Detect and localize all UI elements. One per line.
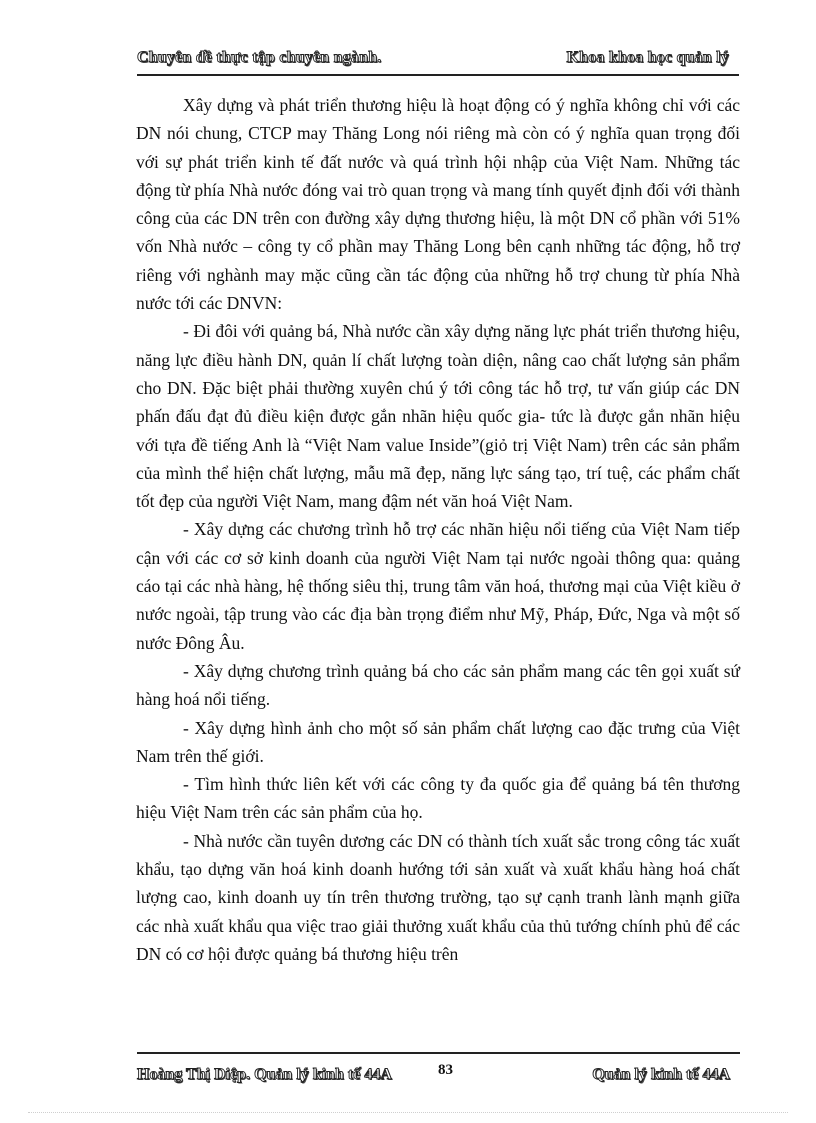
paragraph-bullet-6: - Nhà nước cần tuyên dương các DN có thành tích xuất sắc trong công tác xuất khẩu, tạo dựng văn hoá kinh doanh hướng tới sản xuất và xuất khẩu hàng hoá chất lượng cao, kinh doanh uy tín trên thương trường, tạo sự cạnh tranh lành mạnh giữa các nhà xuất khẩu qua việc trao giải thưởng xuất khẩu của thủ tướng chính phủ để các DN có cơ hội được quảng bá thương hiệu trên [136, 830, 740, 964]
paragraph-bullet-2: - Xây dựng các chương trình hỗ trợ các nhãn hiệu nổi tiếng của Việt Nam tiếp cận với các cơ sở kinh doanh của người Việt Nam tại nước ngoài thông qua: quảng cáo tại các nhà hàng, hệ thống siêu thị, trung tâm văn hoá, thương mại của Việt kiều ở nước ngoài, tập trung vào các địa bàn trọng điểm như Mỹ, Pháp, Đức, Nga và một số nước Đông Âu. [136, 519, 740, 653]
paragraph-bullet-4: - Xây dựng hình ảnh cho một số sản phẩm chất lượng cao đặc trưng của Việt Nam trên thế giới. [136, 717, 740, 766]
paragraph-bullet-3: - Xây dựng chương trình quảng bá cho các sản phẩm mang các tên gọi xuất sứ hàng hoá nổi tiếng. [136, 660, 740, 710]
paragraph-bullet-5: - Tìm hình thức liên kết với các công ty đa quốc gia để quảng bá tên thương hiệu Việt Nam trên các sản phẩm của họ. [136, 774, 740, 823]
paragraph-intro: Xây dựng và phát triển thương hiệu là hoạt động có ý nghĩa không chỉ với các DN nói chung, CTCP may Thăng Long nói riêng mà còn có ý nghĩa quan trọng đối với sự phát triển kinh tế đất nước và quá trình hội nhập của Việt Nam. Những tác động từ phía Nhà nước đóng vai trò quan trọng và mang tính quyết định đối với thành công của các DN trên con đường xây dựng thương hiệu, là một DN cổ phần với 51% vốn Nhà nước – công ty cổ phần may Thăng Long bên cạnh những tác động, hỗ trợ riêng với nghành may mặc cũng cần tác động của những hỗ trợ chung từ phía Nhà nước tới các DNVN: [136, 95, 740, 314]
header-title-right: Khoa khoa học quản lý [566, 49, 729, 66]
page-bottom-divider [28, 1112, 788, 1113]
page-footer [137, 1052, 740, 1084]
paragraph-bullet-1: - Đi đôi với quảng bá, Nhà nước cần xây dựng năng lực phát triển thương hiệu, năng lực điều hành DN, quản lí chất lượng toàn diện, nâng cao chất lượng sản phẩm cho DN. Đặc biệt phải thường xuyên chú ý tới công tác hỗ trợ, tư vấn giúp các DN phấn đấu đạt đủ điều kiện được gắn nhãn hiệu quốc gia- tức là được gắn nhãn hiệu với tựa đề tiếng Anh là “Việt Nam value Inside”(giỏ trị Việt Nam) trên các sản phẩm của mình thể hiện chất lượng, mẫu mã đẹp, năng lực sáng tạo, trí tuệ, các phẩm chất tốt đẹp của người Việt Nam, mang đậm nét văn hoá Việt Nam. [136, 321, 740, 512]
footer-department: Quản lý kinh tế 44A [592, 1066, 730, 1083]
header-title-left: Chuyên đề thực tập chuyên ngành. [137, 49, 382, 66]
page-header [137, 48, 739, 76]
footer-author: Hoàng Thị Diệp. Quản lý kinh tế 44A [137, 1066, 392, 1083]
body-text [136, 91, 740, 968]
page-number: 83 [438, 1062, 453, 1078]
